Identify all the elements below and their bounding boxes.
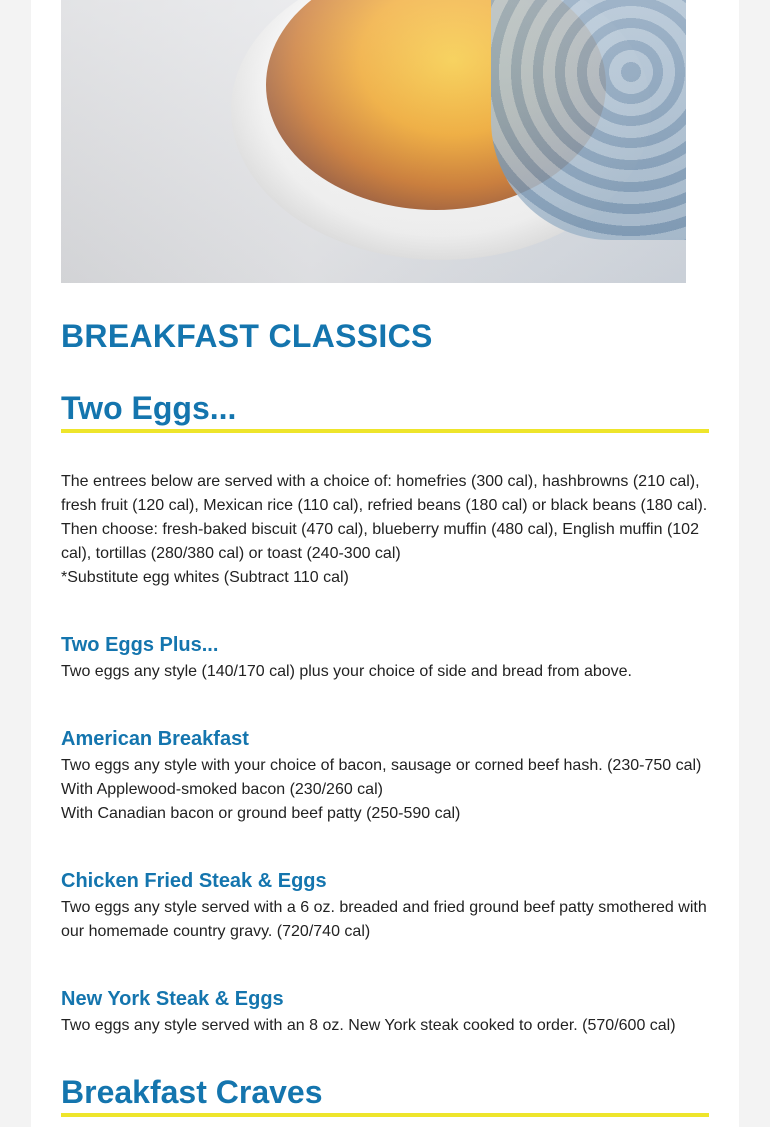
item-option: With Applewood-smoked bacon (230/260 cal) (61, 781, 383, 798)
item-title-two-eggs-plus: Two Eggs Plus... (61, 634, 219, 656)
item-title-new-york-steak: New York Steak & Eggs (61, 988, 284, 1010)
item-option: With Canadian bacon or ground beef patty (250-590 cal) (61, 805, 461, 822)
image-overlay (61, 0, 686, 283)
item-title-american-breakfast: American Breakfast (61, 728, 249, 750)
group-intro-note: *Substitute egg whites (Subtract 110 cal) (61, 569, 349, 586)
section-heading: BREAKFAST CLASSICS (61, 318, 433, 354)
item-title-chicken-fried-steak: Chicken Fried Steak & Eggs (61, 870, 327, 892)
item-description: Two eggs any style served with a 6 oz. breaded and fried ground beef patty smothered with our homemade country gravy. (720/740 cal) (61, 899, 707, 940)
item-description: Two eggs any style with your choice of bacon, sausage or corned beef hash. (230-750 cal) (61, 757, 702, 774)
group-title-two-eggs: Two Eggs... (61, 390, 709, 433)
item-description: Two eggs any style (140/170 cal) plus your choice of side and bread from above. (61, 663, 632, 680)
hero-food-image (61, 0, 686, 283)
item-description: Two eggs any style served with an 8 oz. New York steak cooked to order. (570/600 cal) (61, 1017, 676, 1034)
group-intro: The entrees below are served with a choice of: homefries (300 cal), hashbrowns (210 cal), fresh fruit (120 cal), Mexican rice (110 cal), refried beans (180 cal) or black beans (180 cal). Then choose: fresh-baked biscuit (470 cal), blueberry muffin (480 cal), English muffin (102 cal), tortillas (280/380 cal) or toast (240-300 cal) (61, 473, 708, 562)
menu-page (31, 0, 739, 1127)
group-title-breakfast-craves: Breakfast Craves (61, 1074, 709, 1117)
